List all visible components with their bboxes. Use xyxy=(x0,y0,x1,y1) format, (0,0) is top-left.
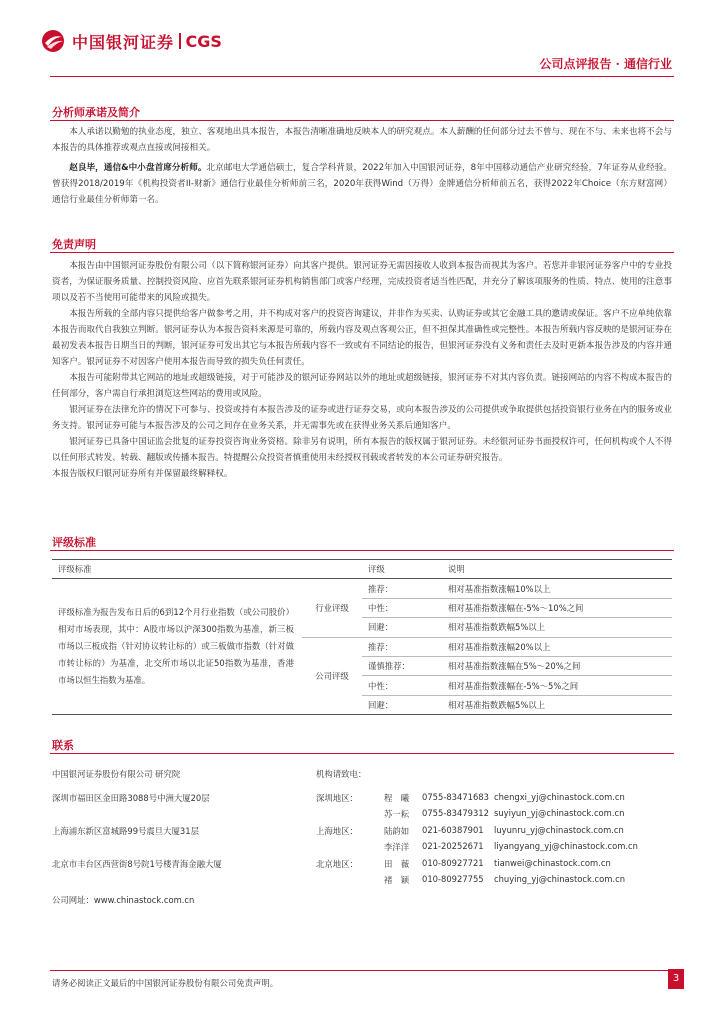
office-address: 北京市丰台区西营街8号院1号楼青海金融大厦 xyxy=(52,859,222,869)
contact-name: 程 曦 xyxy=(384,793,410,803)
office-city: 深圳地区： xyxy=(316,793,358,803)
rating-grade: 推荐： xyxy=(362,637,442,656)
rating-grade: 推荐： xyxy=(362,579,442,598)
analyst-name: 赵良毕，通信&中小盘首席分析师。 xyxy=(69,163,207,173)
contact-email: chengxi_yj@chinastock.com.cn xyxy=(494,792,625,802)
rating-grade: 谨慎推荐： xyxy=(362,656,442,675)
rating-section-title: 评级标准 xyxy=(52,536,96,549)
industry-rating-label: 行业评级 xyxy=(302,579,362,637)
galaxy-logo-icon xyxy=(40,28,66,54)
logo-chinese-name: 中国银河证券 xyxy=(72,32,175,52)
rating-desc: 相对基准指数跌幅5%以上 xyxy=(442,695,672,714)
contact-phone: 010-80927755 xyxy=(422,874,484,884)
contact-phone: 0755-83479312 xyxy=(422,808,489,818)
contact-name: 陆韵如 xyxy=(384,826,410,836)
footer-rule xyxy=(50,970,674,971)
contact-name: 李洋洋 xyxy=(384,842,410,852)
contact-email: suyiyun_yj@chinastock.com.cn xyxy=(494,808,625,818)
brand-logo xyxy=(40,28,222,54)
disclaimer-paragraph: 本报告可能附带其它网站的地址或超级链接，对于可能涉及的银河证券网站以外的地址或超级链接，银河证券不对其内容负责。链接网站的内容不构成本报告的任何部分，客户需自行承担浏览这些网站的费用或风险。 xyxy=(52,373,672,399)
rating-section-rule xyxy=(50,550,674,551)
contact-name: 褚 颖 xyxy=(384,875,410,885)
contact-phone: 021-20252671 xyxy=(422,841,484,851)
rating-header-standard: 评级标准 xyxy=(52,560,302,579)
contact-section-title: 联系 xyxy=(52,739,74,752)
disclaimer-paragraph: 银河证券已具备中国证监会批复的证券投资咨询业务资格。除非另有说明，所有本报告的版权属于银河证券。未经银河证券书面授权许可，任何机构或个人不得以任何形式转发、转载、翻版或传播本报告。特提醒公众投资者慎重使用未经授权刊载或者转发的本公司证券研究报告。 xyxy=(52,437,672,463)
rating-grade: 中性： xyxy=(362,676,442,695)
disclaimer-section xyxy=(52,258,672,482)
analyst-bio-text: 北京邮电大学通信硕士，复合学科背景，2022年加入中国银河证券，8年中国移动通信产业研究经验，7年证券从业经验。曾获得2018/2019年《机构投资者II-财新》通信行业最佳分析师前三名，2020年获得Wind（万得）金牌通信分析师前五名，获得2022年Choice（东方财富网）通信行业最佳分析师第一名。 xyxy=(52,163,672,205)
rating-grade: 回避： xyxy=(362,618,442,637)
office-address: 上海浦东新区富城路99号震旦大厦31层 xyxy=(52,826,199,836)
disclaimer-paragraph: 银河证券在法律允许的情况下可参与、投资或持有本报告涉及的证券或进行证券交易，或向本报告涉及的公司提供或争取提供包括投资银行业务在内的服务或业务支持。银河证券可能与本报告涉及的公司之间存在业务关系，并无需事先或在获得业务关系后通知客户。 xyxy=(52,405,672,431)
office-city: 上海地区： xyxy=(316,826,358,836)
rating-grade: 中性： xyxy=(362,598,442,617)
page-number: 3 xyxy=(668,969,684,989)
company-website[interactable]: 公司网址：www.chinastock.com.cn xyxy=(52,895,195,905)
logo-english-name: CGS xyxy=(185,31,222,51)
rating-desc: 相对基准指数涨幅在-5%～10%之间 xyxy=(442,598,672,617)
analyst-section-rule xyxy=(50,120,674,121)
contact-phone: 010-80927721 xyxy=(422,858,484,868)
contact-email: tianwei@chinastock.com.cn xyxy=(494,858,611,868)
sales-label: 机构请致电： xyxy=(316,769,367,779)
analyst-section xyxy=(52,124,672,208)
analyst-section-title: 分析师承诺及简介 xyxy=(52,106,140,119)
contact-name: 苏一耘 xyxy=(384,809,410,819)
rating-desc: 相对基准指数跌幅5%以上 xyxy=(442,618,672,637)
rating-header-row xyxy=(52,560,672,579)
rating-desc: 相对基准指数涨幅在-5%～5%之间 xyxy=(442,676,672,695)
disclaimer-paragraph: 本报告由中国银河证券股份有限公司（以下简称银河证券）向其客户提供。银河证券无需因接收人收到本报告而视其为客户。若您并非银河证券客户中的专业投资者，为保证服务质量、控制投资风险、应首先联系银河证券机构销售部门或客户经理，完成投资者适当性匹配，并充分了解该项服务的性质、特点、使用的注意事项以及若不当使用可能带来的风险或损失。 xyxy=(52,261,672,303)
disclaimer-paragraph: 本报告所载的全部内容只提供给客户做参考之用，并不构成对客户的投资咨询建议，并非作为买卖、认购证券或其它金融工具的邀请或保证。客户不应单纯依靠本报告而取代自我独立判断。银河证券认为本报告资料来源是可靠的，所载内容及观点客观公正，但不担保其准确性或完整性。本报告所载内容反映的是银河证券在最初发表本报告日期当日的判断，银河证券可发出其它与本报告所载内容不一致或有不同结论的报告，但银河证券没有义务和责任去及时更新本报告涉及的内容并通知客户。银河证券不对因客户使用本报告而导致的损失负任何责任。 xyxy=(52,309,672,367)
contact-email: luyunru_yj@chinastock.com.cn xyxy=(494,825,624,835)
contact-phone: 0755-83471683 xyxy=(422,792,489,802)
disclaimer-paragraph: 本报告版权归银河证券所有并保留最终解释权。 xyxy=(52,469,233,479)
analyst-bio xyxy=(52,160,672,208)
contact-phone: 021-60387901 xyxy=(422,825,484,835)
disclaimer-section-title: 免责声明 xyxy=(52,238,96,251)
rating-header-grade: 评级 xyxy=(362,560,442,579)
company-rating-label: 公司评级 xyxy=(302,637,362,715)
header-rule xyxy=(50,76,674,77)
contact-name: 田 薇 xyxy=(384,859,410,869)
rating-standard-description: 评级标准为报告发布日后的6到12个月行业指数（或公司股价）相对市场表现，其中：A股市场以沪深300指数为基准，新三板市场以三板成指（针对协议转让标的）或三板做市指数（针对做市转让标的）为基准，北交所市场以北证50指数为基准，香港市场以恒生指数为基准。 xyxy=(52,579,302,715)
contact-email: liyangyang_yj@chinastock.com.cn xyxy=(494,841,638,851)
rating-grade: 回避： xyxy=(362,695,442,714)
contact-section-rule xyxy=(50,753,674,754)
rating-desc: 相对基准指数涨幅在5%～20%之间 xyxy=(442,656,672,675)
rating-header-desc: 说明 xyxy=(442,560,672,579)
rating-desc: 相对基准指数涨幅20%以上 xyxy=(442,637,672,656)
rating-table xyxy=(52,559,672,715)
research-institute: 中国银河证券股份有限公司 研究院 xyxy=(52,769,181,779)
disclaimer-section-rule xyxy=(50,252,674,253)
office-city: 北京地区： xyxy=(316,859,358,869)
rating-desc: 相对基准指数涨幅10%以上 xyxy=(442,579,672,598)
report-type: 公司点评报告 · 通信行业 xyxy=(539,57,672,71)
analyst-commitment: 本人承诺以勤勉的执业态度，独立、客观地出具本报告，本报告清晰准确地反映本人的研究观点。本人薪酬的任何部分过去不曾与、现在不与、未来也将不会与本报告的具体推荐或观点直接或间接相关。 xyxy=(52,127,672,153)
contact-email: chuying_yj@chinastock.com.cn xyxy=(494,874,626,884)
footer-disclaimer-note: 请务必阅读正文最后的中国银河证券股份有限公司免责声明。 xyxy=(52,978,279,988)
logo-divider xyxy=(179,33,181,49)
office-address: 深圳市福田区金田路3088号中洲大厦20层 xyxy=(52,793,210,803)
table-row xyxy=(52,579,672,598)
